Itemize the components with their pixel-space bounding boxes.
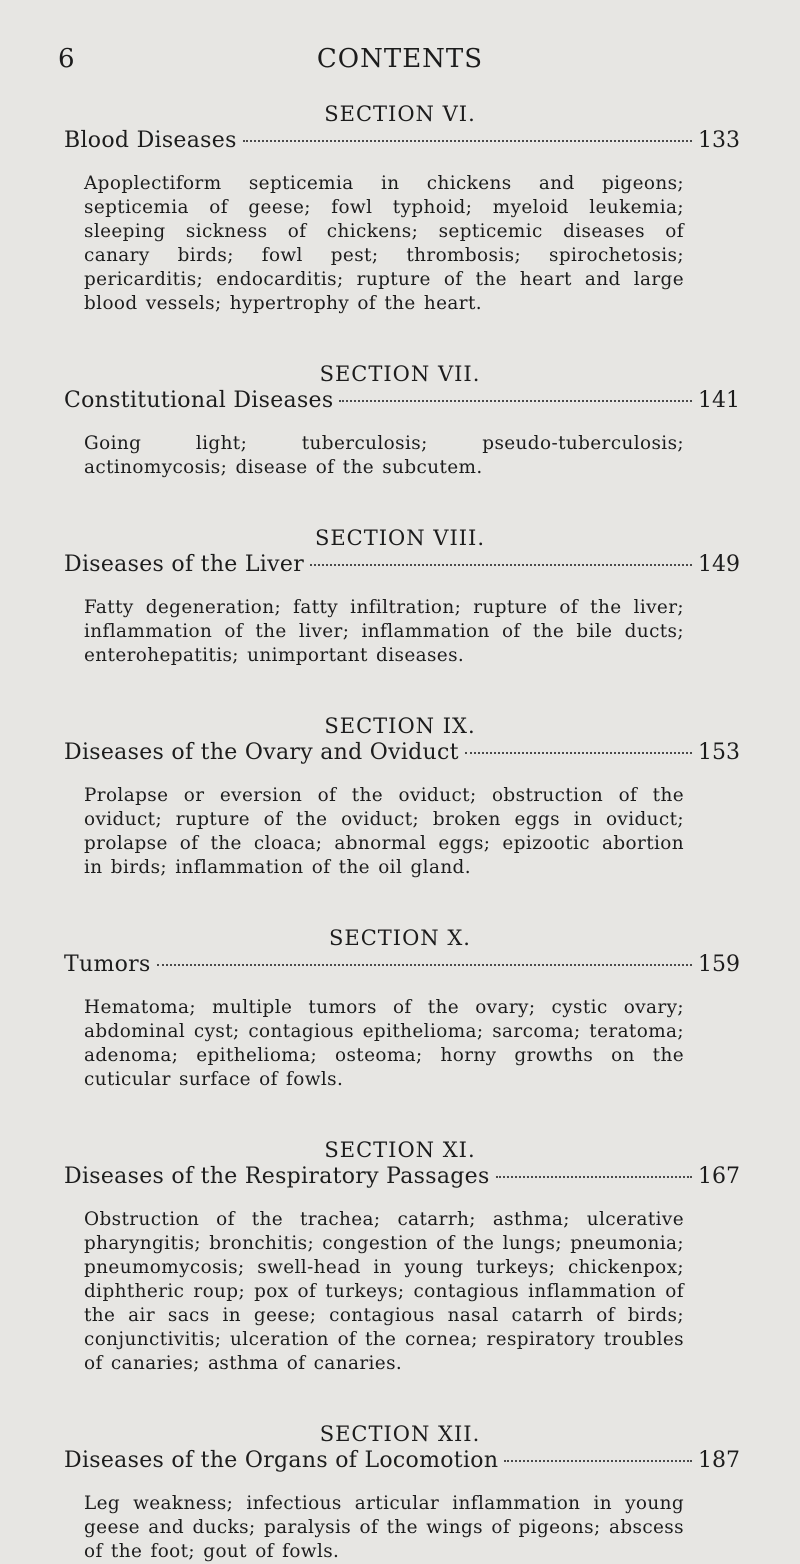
section-heading: SECTION IX. bbox=[324, 714, 476, 738]
section-gap bbox=[0, 316, 800, 360]
dot-leader bbox=[496, 1176, 692, 1178]
section-heading: SECTION VIII. bbox=[314, 526, 486, 550]
entry-page-number: 159 bbox=[698, 952, 740, 977]
toc-entry bbox=[64, 952, 740, 986]
entry-page-number: 187 bbox=[698, 1448, 740, 1473]
dot-leader bbox=[243, 140, 692, 142]
toc-entry bbox=[64, 552, 740, 586]
entry-description: Prolapse or eversion of the oviduct; obstruction of the oviduct; rupture of the oviduct; broken eggs in oviduct; prolapse of the cloaca; abnormal eggs; epizootic abortion in birds; inflammation of the oil gland. bbox=[84, 785, 684, 878]
entry-title: Diseases of the Liver bbox=[64, 552, 305, 577]
section-x bbox=[0, 924, 800, 1092]
section-gap bbox=[0, 668, 800, 712]
dot-leader bbox=[157, 964, 692, 966]
toc-entry bbox=[64, 740, 740, 774]
entry-title: Constitutional Diseases bbox=[64, 388, 334, 413]
section-heading: SECTION VI. bbox=[324, 102, 476, 126]
page-number: 6 bbox=[58, 44, 76, 74]
entry-description: Going light; tuberculosis; pseudo-tuberculosis; actinomycosis; disease of the subcutem. bbox=[84, 433, 684, 478]
section-heading: SECTION XII. bbox=[319, 1422, 481, 1446]
section-xii bbox=[0, 1420, 800, 1564]
entry-description: Apoplectiform septicemia in chickens and pigeons; septicemia of geese; fowl typhoid; myeloid leukemia; sleeping sickness of chickens; septicemic diseases of canary birds; fowl pest; thrombosis; spirochetosis; pericarditis; endocarditis; rupture of the heart and large blood vessels; hypertrophy of the heart. bbox=[84, 173, 684, 314]
entry-title: Diseases of the Ovary and Oviduct bbox=[64, 740, 459, 765]
section-heading: SECTION XI. bbox=[324, 1138, 476, 1162]
entry-page-number: 149 bbox=[698, 552, 740, 577]
entry-title: Diseases of the Respiratory Passages bbox=[64, 1164, 490, 1189]
dot-leader bbox=[310, 564, 692, 566]
entry-title: Blood Diseases bbox=[64, 128, 237, 153]
section-gap bbox=[0, 480, 800, 524]
contents-list bbox=[0, 100, 800, 1564]
dot-leader bbox=[504, 1460, 692, 1462]
entry-page-number: 133 bbox=[698, 128, 740, 153]
entry-description: Fatty degeneration; fatty infiltration; rupture of the liver; inflammation of the liver; inflammation of the bile ducts; enterohepatitis; unimportant diseases. bbox=[84, 597, 684, 666]
toc-entry bbox=[64, 1164, 740, 1198]
entry-page-number: 141 bbox=[698, 388, 740, 413]
section-viii bbox=[0, 524, 800, 668]
section-vii bbox=[0, 360, 800, 480]
toc-entry bbox=[64, 388, 740, 422]
dot-leader bbox=[465, 752, 692, 754]
section-gap bbox=[0, 1376, 800, 1420]
section-vi bbox=[0, 100, 800, 316]
entry-page-number: 153 bbox=[698, 740, 740, 765]
entry-page-number: 167 bbox=[698, 1164, 740, 1189]
section-heading: SECTION X. bbox=[329, 926, 471, 950]
section-xi bbox=[0, 1136, 800, 1376]
entry-description: Leg weakness; infectious articular inflammation in young geese and ducks; paralysis of the wings of pigeons; abscess of the foot; gout of fowls. bbox=[84, 1493, 684, 1562]
entry-description: Obstruction of the trachea; catarrh; asthma; ulcerative pharyngitis; bronchitis; congestion of the lungs; pneumonia; pneumomycosis; swell-head in young turkeys; chickenpox; diphtheric roup; pox of turkeys; contagious inflammation of the air sacs in geese; contagious nasal catarrh of birds; conjunctivitis; ulceration of the cornea; respiratory troubles of canaries; asthma of canaries. bbox=[84, 1209, 684, 1374]
section-heading: SECTION VII. bbox=[319, 362, 481, 386]
section-gap bbox=[0, 1092, 800, 1136]
toc-entry bbox=[64, 128, 740, 162]
toc-entry bbox=[64, 1448, 740, 1482]
section-gap bbox=[0, 880, 800, 924]
running-head bbox=[0, 44, 800, 84]
entry-title: Diseases of the Organs of Locomotion bbox=[64, 1448, 499, 1473]
entry-description: Hematoma; multiple tumors of the ovary; cystic ovary; abdominal cyst; contagious epithelioma; sarcoma; teratoma; adenoma; epithelioma; osteoma; horny growths on the cuticular surface of fowls. bbox=[84, 997, 684, 1090]
dot-leader bbox=[339, 400, 692, 402]
page-title: CONTENTS bbox=[316, 44, 484, 74]
section-ix bbox=[0, 712, 800, 880]
entry-title: Tumors bbox=[64, 952, 151, 977]
